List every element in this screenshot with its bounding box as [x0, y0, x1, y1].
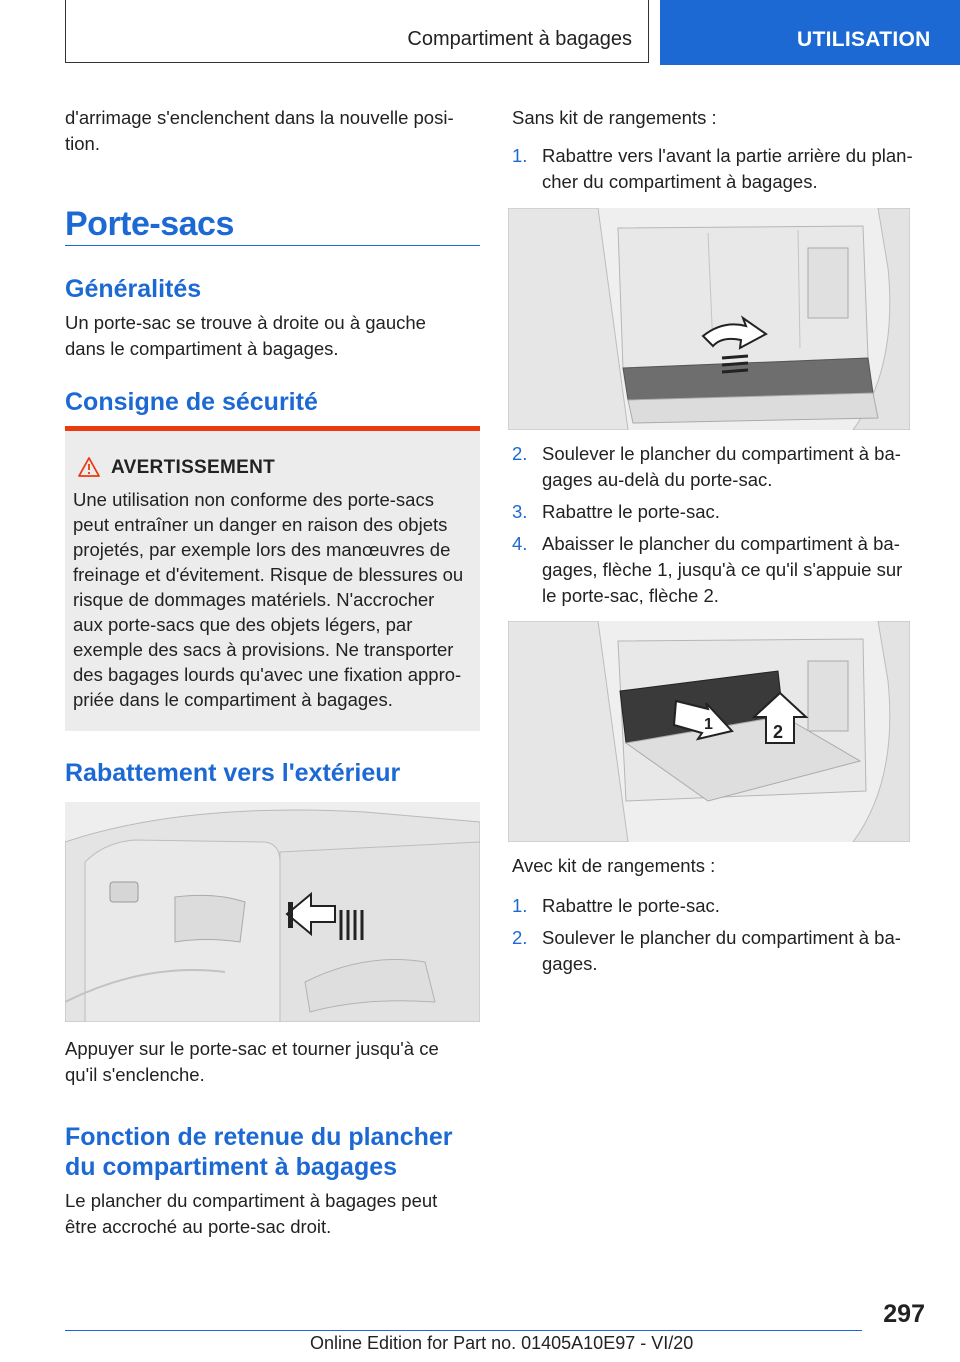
floor-on-hook-illustration: [508, 621, 910, 842]
warning-body: Une utilisation non conforme des porte-sacs peut entraîner un danger en raison des objets projetés, par exemple lors des manœuvres de freinage et d'évitement. Risque de blessures ou risque de dommages matériels. N'accrocher aux porte-sacs que des objets légers, par exemple des sacs à provisions. Ne transporter des bagages lourds qu'avec une fixation appro- priée dans le compartiment à bagages.: [73, 489, 464, 710]
trunk-floor-fold-illustration: [508, 208, 910, 430]
page-number: 297: [883, 1300, 925, 1328]
step-text: Soulever le plancher du compartiment à ba- gages au-delà du porte-sac.: [542, 443, 901, 490]
step-text: Abaisser le plancher du compartiment à ba- gages, flèche 1, jusqu'à ce qu'il s'appuie sur le porte-sac, flèche 2.: [542, 533, 903, 606]
list-item: [512, 893, 922, 919]
no-kit-intro: Sans kit de rangements :: [512, 107, 717, 128]
step-number: 3.: [512, 501, 528, 522]
bag-hook-illustration: [65, 802, 480, 1022]
running-header: [65, 0, 649, 63]
list-item: [512, 143, 922, 195]
step-number: 2.: [512, 443, 528, 464]
warning-title: AVERTISSEMENT: [111, 457, 276, 478]
arrow-1-label: 1: [704, 716, 713, 733]
list-item: [512, 441, 922, 493]
heading-safety: Consigne de sécurité: [65, 388, 318, 416]
list-item: [512, 925, 922, 977]
general-text: Un porte-sac se trouve à droite ou à gauche dans le compartiment à bagages.: [65, 312, 426, 359]
step-number: 1.: [512, 895, 528, 916]
edition-note: Online Edition for Part no. 01405A10E97 - VI/20: [310, 1333, 694, 1353]
footer-rule: [65, 1330, 862, 1331]
fold-out-text: Appuyer sur le porte-sac et tourner jusqu'à ce qu'il s'enclenche.: [65, 1038, 439, 1085]
heading-retain: Fonction de retenue du plancher du compartiment à bagages: [65, 1123, 453, 1181]
warning-triangle-icon: [78, 457, 100, 477]
retain-text: Le plancher du compartiment à bagages peut être accroché au porte-sac droit.: [65, 1190, 438, 1237]
step-text: Rabattre vers l'avant la partie arrière du plan- cher du compartiment à bagages.: [542, 145, 913, 192]
section-title: Compartiment à bagages: [407, 28, 632, 50]
heading-general: Généralités: [65, 275, 202, 303]
heading-fold-out: Rabattement vers l'extérieur: [65, 759, 401, 787]
arrow-2-label: 2: [773, 722, 784, 742]
heading-rule: [65, 245, 480, 246]
step-text: Rabattre le porte-sac.: [542, 501, 720, 522]
list-item: [512, 499, 922, 525]
step-text: Soulever le plancher du compartiment à ba- gages.: [542, 927, 901, 974]
step-number: 4.: [512, 533, 528, 554]
heading-porte-sacs: Porte-sacs: [65, 205, 234, 243]
list-item: [512, 531, 922, 609]
kit-intro: Avec kit de rangements :: [512, 855, 716, 876]
step-text: Rabattre le porte-sac.: [542, 895, 720, 916]
step-number: 1.: [512, 145, 528, 166]
warning-box: [65, 426, 480, 731]
chapter-tab-label: UTILISATION: [797, 28, 931, 51]
step-number: 2.: [512, 927, 528, 948]
chapter-tab: [660, 0, 960, 65]
intro-continuation: d'arrimage s'enclenchent dans la nouvelle posi- tion.: [65, 107, 454, 154]
